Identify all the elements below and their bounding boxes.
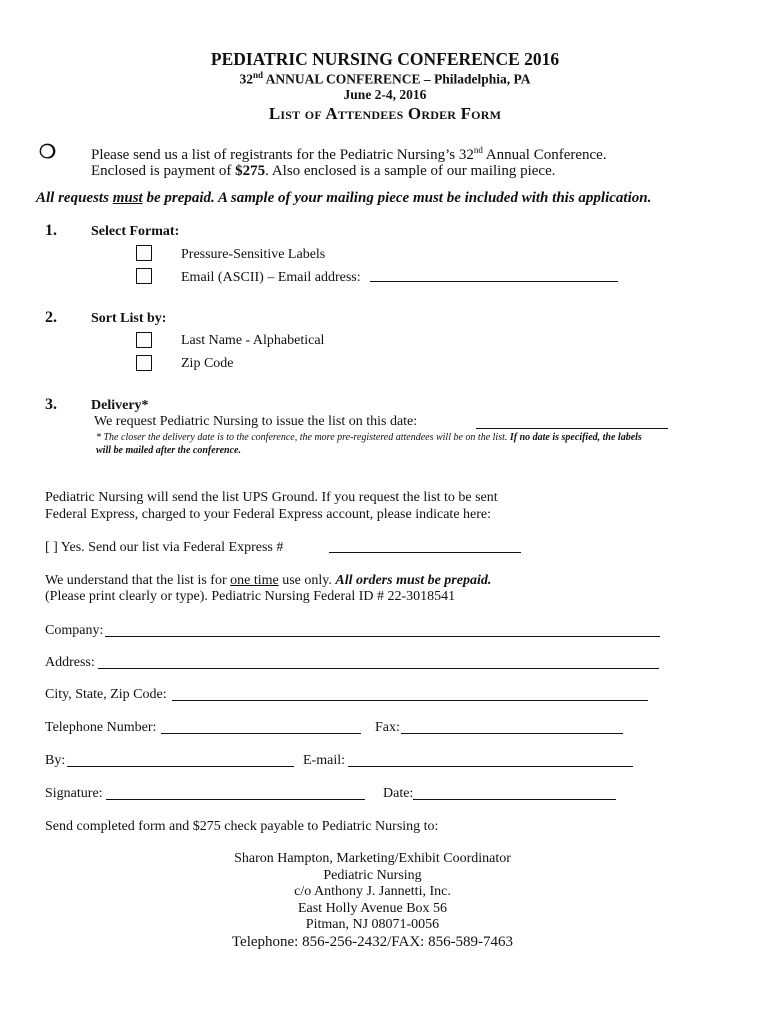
zip-code-label: Zip Code xyxy=(181,356,234,371)
intro-line-1: Please send us a list of registrants for the Pediatric Nursing’s 32nd Annual Conference. xyxy=(91,145,607,163)
address-label: Address: xyxy=(45,655,95,670)
zip-code-checkbox[interactable] xyxy=(136,355,152,371)
section-2-label: Sort List by: xyxy=(91,311,167,326)
bullet-circle-icon: ❍ xyxy=(39,142,57,163)
intro-line-2: Enclosed is payment of $275. Also enclosed is a sample of our mailing piece. xyxy=(91,163,556,179)
section-3-label: Delivery* xyxy=(91,398,149,413)
shipping-line-2: Federal Express, charged to your Federal Express account, please indicate here: xyxy=(45,507,492,522)
email-label: E-mail: xyxy=(303,753,345,768)
city-state-zip-label: City, State, Zip Code: xyxy=(45,687,167,702)
delivery-note-line-2: will be mailed after the conference. xyxy=(96,445,241,456)
shipping-line-1: Pediatric Nursing will send the list UPS Ground. If you request the list to be sent xyxy=(45,490,498,505)
address-line-4: East Holly Avenue Box 56 xyxy=(297,900,448,916)
fedex-option-label[interactable]: [ ] Yes. Send our list via Federal Express # xyxy=(45,540,284,555)
conference-dates: June 2-4, 2016 xyxy=(343,87,427,102)
email-ascii-label: Email (ASCII) – Email address: xyxy=(181,270,361,285)
telephone-label: Telephone Number: xyxy=(45,720,157,735)
last-name-label: Last Name - Alphabetical xyxy=(181,333,325,348)
signature-field[interactable] xyxy=(106,784,365,800)
section-2-number: 2. xyxy=(45,309,57,326)
address-line-2: Pediatric Nursing xyxy=(323,867,422,883)
address-line-1: Sharon Hampton, Marketing/Exhibit Coordinator xyxy=(234,851,511,866)
pressure-labels-label: Pressure-Sensitive Labels xyxy=(181,247,326,262)
email-field[interactable] xyxy=(348,751,633,767)
telephone-field[interactable] xyxy=(161,718,361,734)
last-name-checkbox[interactable] xyxy=(136,332,152,348)
fax-field[interactable] xyxy=(401,718,623,734)
delivery-request-text: We request Pediatric Nursing to issue the list on this date: xyxy=(94,414,418,429)
company-field[interactable] xyxy=(105,621,660,637)
fax-label: Fax: xyxy=(375,720,400,735)
form-title: List of Attendees Order Form xyxy=(268,104,502,123)
address-line-5: Pitman, NJ 08071-0056 xyxy=(305,917,440,932)
terms-line-1: We understand that the list is for one time use only. All orders must be prepaid. xyxy=(45,573,492,588)
city-state-zip-field[interactable] xyxy=(172,685,648,701)
company-label: Company: xyxy=(45,623,104,638)
date-label: Date: xyxy=(383,786,414,801)
email-address-field[interactable] xyxy=(370,266,618,282)
date-field[interactable] xyxy=(413,784,616,800)
by-label: By: xyxy=(45,753,66,768)
terms-line-2: (Please print clearly or type). Pediatric Nursing Federal ID # 22-3018541 xyxy=(45,589,456,604)
conference-title: PEDIATRIC NURSING CONFERENCE 2016 xyxy=(210,49,560,69)
email-ascii-checkbox[interactable] xyxy=(136,268,152,284)
prepaid-notice: All requests must be prepaid. A sample of your mailing piece must be included with this application. xyxy=(36,190,652,206)
section-3-number: 3. xyxy=(45,396,57,413)
address-line-3: c/o Anthony J. Jannetti, Inc. xyxy=(294,884,451,899)
contact-phone-fax: Telephone: 856-256-2432/FAX: 856-589-7463 xyxy=(231,933,514,950)
delivery-note-line-1: * The closer the delivery date is to the conference, the more pre-registered attendees will be on the list. If no date is specified, the labels xyxy=(96,432,642,443)
section-1-number: 1. xyxy=(45,222,57,239)
section-1-label: Select Format: xyxy=(91,224,180,239)
delivery-date-field[interactable] xyxy=(476,413,668,429)
send-instructions: Send completed form and $275 check payable to Pediatric Nursing to: xyxy=(45,819,439,834)
fedex-account-field[interactable] xyxy=(329,537,521,553)
signature-label: Signature: xyxy=(45,786,103,801)
conference-subtitle: 32nd ANNUAL CONFERENCE – Philadelphia, PA xyxy=(239,70,531,87)
by-field[interactable] xyxy=(67,751,294,767)
mailing-address xyxy=(0,851,770,952)
pressure-labels-checkbox[interactable] xyxy=(136,245,152,261)
address-field[interactable] xyxy=(98,653,659,669)
